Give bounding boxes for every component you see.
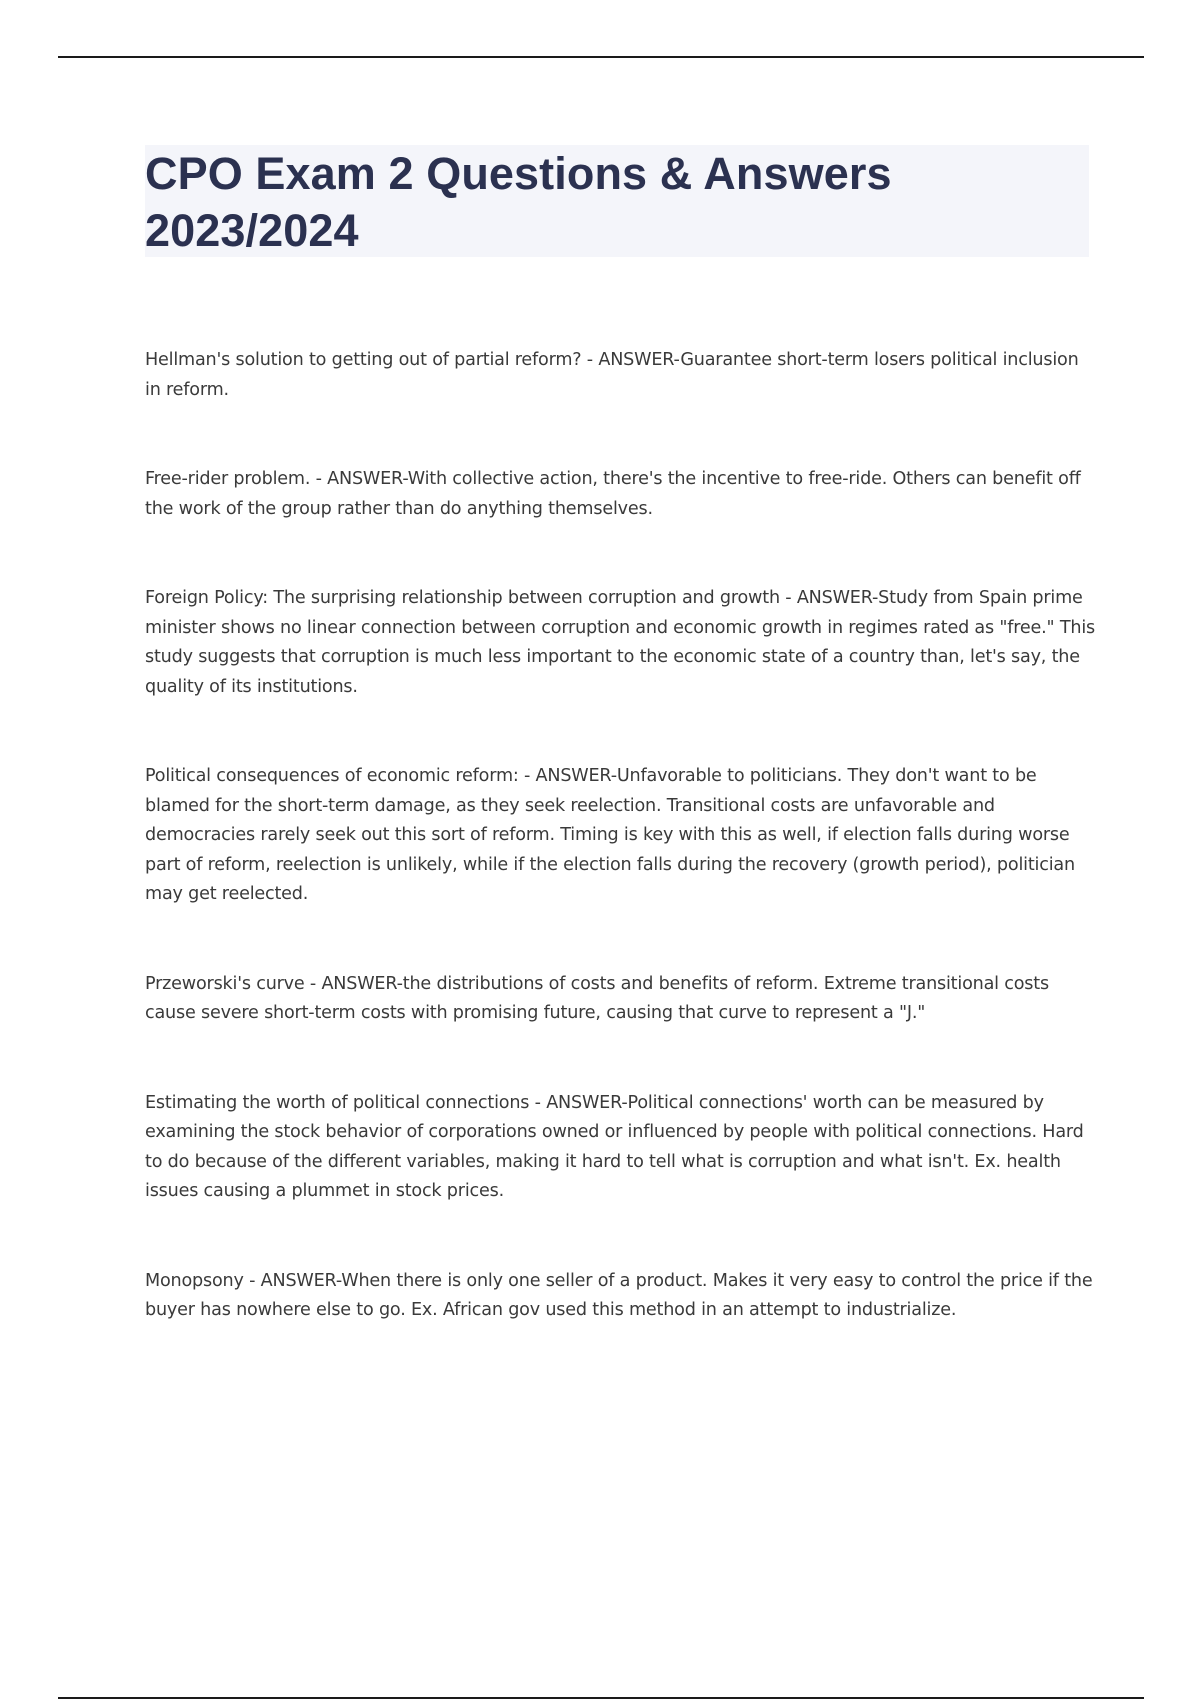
top-divider: [58, 56, 1144, 58]
qa-list: [145, 346, 1095, 1386]
qa-item: Przeworski's curve - ANSWER-the distributions of costs and benefits of reform. Extreme transitional costs cause severe short-term costs with promising future, causing that curve to represent a "J.": [145, 973, 1049, 1023]
page-title: CPO Exam 2 Questions & Answers 2023/2024: [145, 148, 892, 256]
qa-item: Foreign Policy: The surprising relationship between corruption and growth - ANSWER-Study from Spain prime minister shows no linear connection between corruption and economic growth in regimes rated as "free." This study suggests that corruption is much less important to the economic state of a country than, let's say, the quality of its institutions.: [145, 588, 1095, 697]
qa-item: Estimating the worth of political connections - ANSWER-Political connections' worth can be measured by examining the stock behavior of corporations owned or influenced by people with political connections. Hard to do because of the different variables, making it hard to tell what is corruption and what isn't. Ex. health issues causing a plummet in stock prices.: [145, 1092, 1084, 1201]
title-block: [145, 145, 1089, 257]
qa-item: Monopsony - ANSWER-When there is only one seller of a product. Makes it very easy to control the price if the buyer has nowhere else to go. Ex. African gov used this method in an attempt to industrialize.: [145, 1270, 1093, 1320]
qa-item: Political consequences of economic reform: - ANSWER-Unfavorable to politicians. They don't want to be blamed for the short-term damage, as they seek reelection. Transitional costs are unfavorable and democracies rarely seek out this sort of reform. Timing is key with this as well, if election falls during worse part of reform, reelection is unlikely, while if the election falls during the recovery (growth period), politician may get reelected.: [145, 766, 1075, 904]
qa-item: Free-rider problem. - ANSWER-With collective action, there's the incentive to free-ride. Others can benefit off the work of the group rather than do anything themselves.: [145, 469, 1081, 519]
qa-item: Hellman's solution to getting out of partial reform? - ANSWER-Guarantee short-term losers political inclusion in reform.: [145, 350, 1079, 400]
bottom-divider: [58, 1697, 1144, 1699]
